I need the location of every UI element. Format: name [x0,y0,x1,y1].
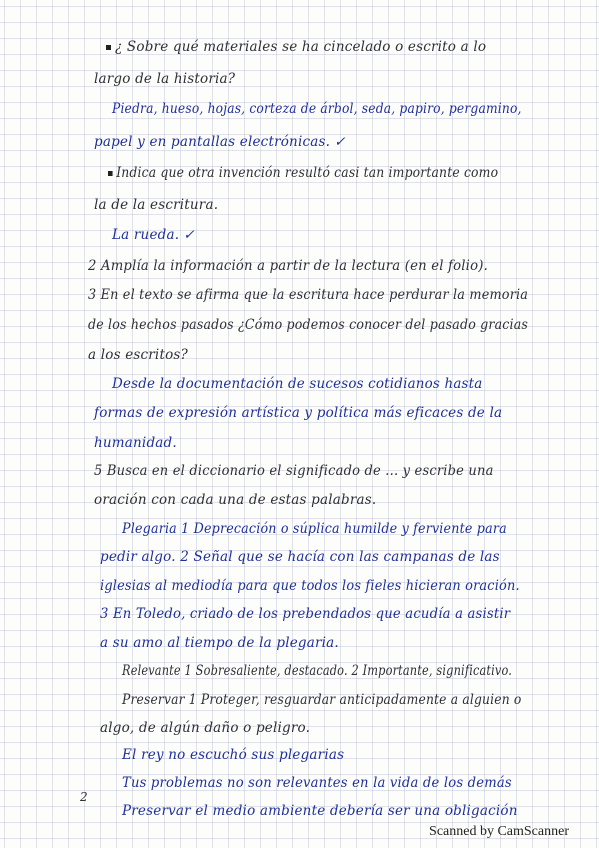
text-line [100,577,520,595]
text-line [112,226,195,244]
text-line [122,691,521,709]
line-text: humanidad. [94,435,177,451]
line-text: iglesias al mediodía para que todos los fieles hicieran oración. [100,578,520,594]
text-line [108,164,498,182]
text-line [100,634,339,652]
line-text: 3 En el texto se afirma que la escritura hace perdurar la memoria [88,287,529,303]
line-text: La rueda. [112,227,180,243]
line-text: Relevante 1 Sobresaliente, destacado. 2 Importante, significativo. [122,663,513,679]
text-line [94,434,177,452]
text-line [106,38,486,56]
text-line [112,100,522,118]
text-line [88,346,188,364]
text-line [94,196,218,214]
line-text: formas de expresión artística y política más eficaces de la [94,405,503,421]
page-number: 2 [80,790,88,804]
text-line [122,520,507,538]
line-text: Tus problemas no son relevantes en la vida de los demás [122,775,512,791]
line-text: pedir algo. 2 Señal que se hacía con las campanas de las [100,549,500,565]
text-line [94,404,502,422]
line-text: a su amo al tiempo de la plegaria. [100,635,339,651]
line-text: Desde la documentación de sucesos cotidianos hasta [112,376,483,392]
line-text: Preservar 1 Proteger, resguardar anticipadamente a alguien o [122,692,522,708]
line-text: algo, de algún daño o peligro. [100,720,311,736]
text-line [94,491,376,509]
line-text: largo de la historia? [94,71,236,87]
text-line [88,286,528,304]
square-bullet-icon [108,171,113,176]
text-line [88,316,528,334]
text-line [112,375,482,393]
line-text: Indica que otra invención resultó casi tan importante como [116,165,499,181]
text-line [94,70,235,88]
text-line [94,462,494,480]
line-text: de los hechos pasados ¿Cómo podemos conocer del pasado gracias [88,317,529,333]
line-text: a los escritos? [88,347,188,363]
square-bullet-icon [106,45,111,50]
line-text: ¿ Sobre qué materiales se ha cincelado o escrito a lo [115,39,487,55]
checkmark-icon: ✓ [334,134,346,150]
text-line [100,719,310,737]
text-line [122,802,518,820]
checkmark-icon: ✓ [183,227,195,243]
text-line [88,257,488,275]
text-line [122,774,512,792]
text-line [94,133,346,151]
text-line [122,662,512,680]
line-text: papel y en pantallas electrónicas. [94,134,331,150]
line-text: Plegaria 1 Deprecación o súplica humilde y ferviente para [122,521,507,537]
line-text: Piedra, hueso, hojas, corteza de árbol, seda, papiro, pergamino, [112,101,522,117]
scanner-watermark: Scanned by CamScanner [429,824,569,839]
line-text: la de la escritura. [94,197,219,213]
line-text: 2 Amplía la información a partir de la lectura (en el folio). [88,258,488,274]
line-text: 3 En Toledo, criado de los prebendados que acudía a asistir [100,606,511,622]
line-text: Preservar el medio ambiente debería ser una obligación [122,803,518,819]
line-text: 5 Busca en el diccionario el significado de ... y escribe una [94,463,494,479]
text-line [100,548,500,566]
line-text: El rey no escuchó sus plegarias [122,747,345,763]
text-line [122,746,344,764]
text-line [100,605,510,623]
line-text: oración con cada una de estas palabras. [94,492,377,508]
